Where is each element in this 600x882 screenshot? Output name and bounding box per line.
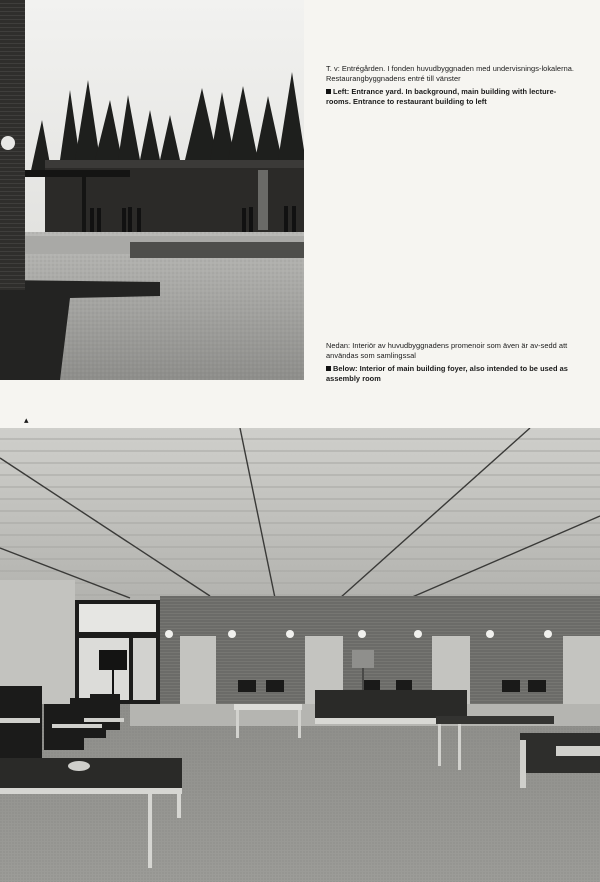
caption-bottom-english xyxy=(326,364,574,385)
caption-top-english-text: Left: Entrance yard. In background, main building with lecture-rooms. Entrance to restaurant building to left xyxy=(326,86,557,107)
caption-foyer xyxy=(326,341,574,387)
caption-top-english xyxy=(326,87,574,108)
square-bullet-icon xyxy=(326,366,331,371)
caption-entrance-yard xyxy=(326,64,574,110)
photo-entrance-yard xyxy=(0,0,304,380)
entrance-yard-image xyxy=(0,0,304,380)
caption-bottom-english-text: Below: Interior of main building foyer, also intended to be used as assembly room xyxy=(326,363,568,384)
page-mark: ▴ xyxy=(24,415,29,425)
caption-top-swedish: T. v: Entrégården. I fonden huvudbyggnaden med undervisnings-lokalerna. Restaurangbyggnadens entré till vänster xyxy=(326,64,575,84)
foyer-interior-image xyxy=(0,428,600,882)
photo-foyer-interior xyxy=(0,428,600,882)
square-bullet-icon xyxy=(326,89,331,94)
caption-bottom-swedish: Nedan: Interiör av huvudbyggnadens promenoir som även är av-sedd att användas som samlingssal xyxy=(326,341,568,361)
